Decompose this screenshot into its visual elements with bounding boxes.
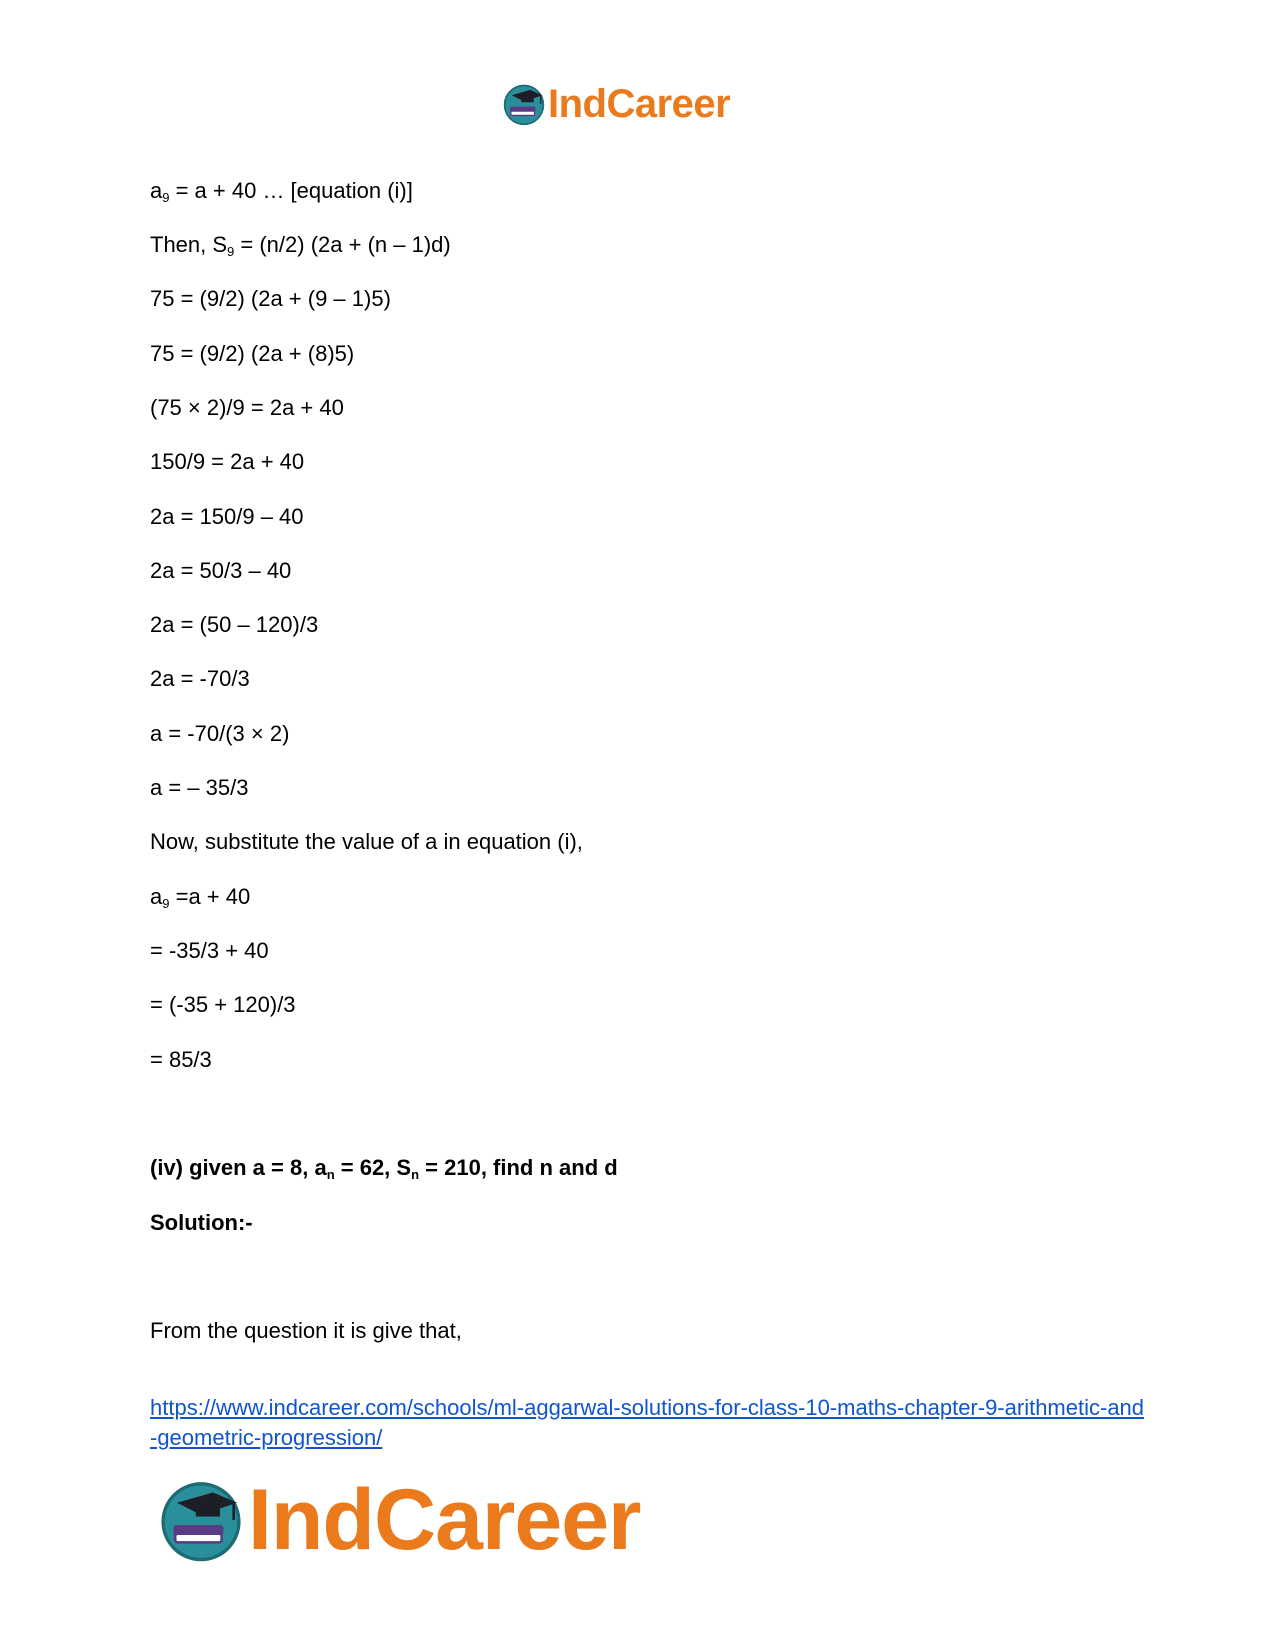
equation-line: 2a = 150/9 – 40 — [150, 504, 304, 529]
equation-line: 2a = -70/3 — [150, 666, 250, 691]
line-a9-substitute: $a_9 =a + 40$ — [150, 884, 251, 911]
equation-line: 75 = (9/2) (2a + (8)5) — [150, 341, 355, 366]
equation-line: 150/9 = 2a + 40 — [150, 449, 305, 474]
brand-logo-text: IndCareer — [248, 1471, 641, 1568]
question-heading: (iv) given a = 8, $a_n = 62$, $S_n = 210$, find n and d — [150, 1155, 618, 1182]
equation-line: 2a = (50 – 120)/3 — [150, 612, 319, 637]
footer-logo — [158, 1470, 641, 1570]
header-logo — [502, 80, 730, 128]
equation-line: a = – 35/3 — [150, 775, 249, 800]
equation-line: (75 × 2)/9 = 2a + 40 — [150, 395, 344, 420]
graduation-book-icon — [158, 1477, 244, 1563]
equation-line: = (-35 + 120)/3 — [150, 992, 296, 1017]
brand-logo-text: IndCareer — [548, 81, 731, 126]
source-link[interactable]: https://www.indcareer.com/schools/ml-aggarwal-solutions-for-class-10-maths-chapter-9-arithmetic-and-geometric-progression/ — [150, 1395, 1145, 1450]
line-a9-eq: $a_9 = a + 40$ … [equation (i)] — [150, 178, 413, 205]
equation-line: 2a = 50/3 – 40 — [150, 558, 292, 583]
equation-line: a = -70/(3 × 2) — [150, 721, 290, 746]
line-s9-formula: Then, $S_9 = (n/2) (2a + (n - 1)d)$ — [150, 232, 451, 259]
intro-text: From the question it is give that, — [150, 1318, 462, 1343]
graduation-book-icon — [502, 82, 546, 126]
equation-line: 75 = (9/2) (2a + (9 – 1)5) — [150, 286, 391, 311]
equation-line: = -35/3 + 40 — [150, 938, 269, 963]
equation-line: = 85/3 — [150, 1047, 212, 1072]
solution-label: Solution:- — [150, 1210, 253, 1235]
explanation-line: Now, substitute the value of a in equation (i), — [150, 829, 583, 854]
